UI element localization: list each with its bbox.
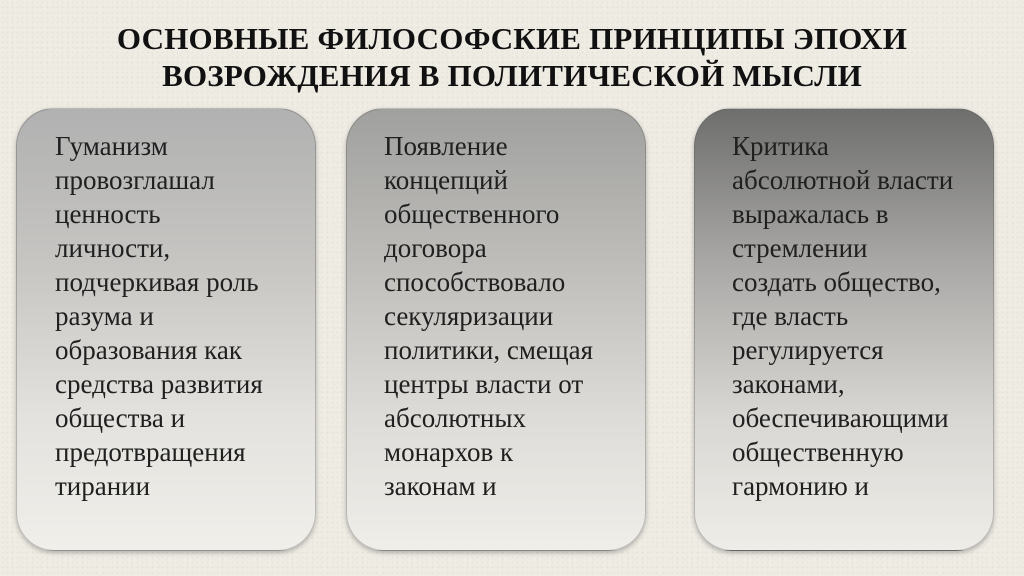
card-absolutism-critique-text: Критика абсолютной власти выражалась в стремлении создать общество, где власть регулируется законами, обеспечивающими общественную гармонию и bbox=[732, 131, 954, 501]
card-social-contract-text: Появление концепций общественного договора способствовало секуляризации политики, смещая центры власти от абсолютных монархов к законам и bbox=[384, 131, 594, 501]
slide-title-line-2: ВОЗРОЖДЕНИЯ В ПОЛИТИЧЕСКОЙ МЫСЛИ bbox=[162, 58, 862, 93]
card-social-contract bbox=[346, 108, 646, 551]
card-humanism bbox=[16, 108, 316, 551]
slide-title bbox=[0, 20, 1024, 94]
card-humanism-text: Гуманизм провозглашал ценность личности, подчеркивая роль разума и образования как средства развития общества и предотвращения тирании bbox=[55, 131, 263, 501]
slide-title-line-1: ОСНОВНЫЕ ФИЛОСОФСКИЕ ПРИНЦИПЫ ЭПОХИ bbox=[116, 21, 908, 56]
card-absolutism-critique bbox=[694, 108, 994, 551]
